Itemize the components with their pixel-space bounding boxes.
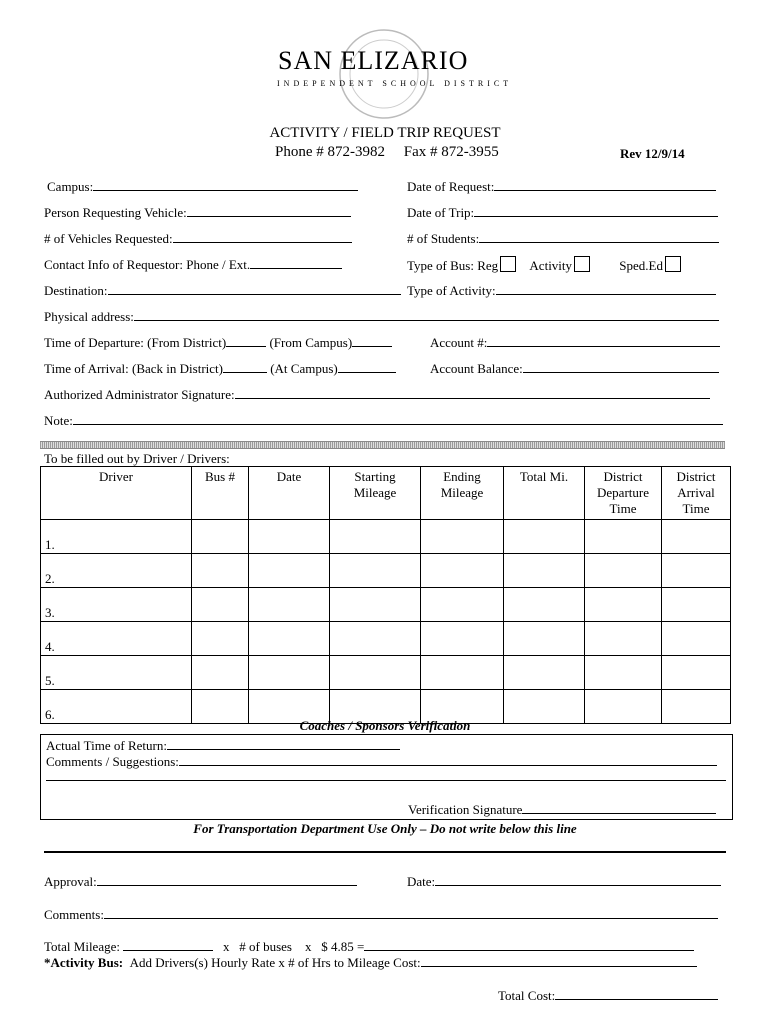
cell[interactable] (421, 622, 504, 656)
at-campus-label: (At Campus) (270, 361, 338, 376)
cell[interactable] (585, 520, 662, 554)
transport-date-label: Date: (407, 874, 436, 889)
activity-label: Activity (529, 258, 573, 273)
col-bus (192, 467, 249, 520)
num-students-field[interactable] (407, 230, 719, 247)
date-trip-label: Date of Trip: (407, 205, 475, 220)
cell[interactable] (585, 656, 662, 690)
balance-label: Account Balance: (430, 361, 523, 376)
physical-address-label: Physical address: (44, 309, 134, 324)
transport-divider (44, 851, 726, 853)
num-vehicles-label: # of Vehicles Requested: (44, 231, 173, 246)
logo-sub-text: INDEPENDENT SCHOOL DISTRICT (277, 79, 513, 88)
sped-label: Sped.Ed (619, 258, 663, 273)
col-departure-label: District Departure Time (597, 469, 649, 516)
campus-field[interactable] (47, 178, 358, 195)
suggestions-field[interactable] (46, 753, 717, 770)
num-vehicles-field[interactable] (44, 230, 352, 247)
col-total-label: Total Mi. (519, 469, 569, 484)
cell[interactable] (421, 656, 504, 690)
cell[interactable] (421, 554, 504, 588)
type-activity-label: Type of Activity: (407, 283, 496, 298)
admin-signature-field[interactable] (44, 386, 710, 403)
physical-address-field[interactable] (44, 308, 719, 325)
drivers-intro: To be filled out by Driver / Drivers: (44, 451, 230, 466)
col-arrival-label: District Arrival Time (676, 469, 716, 516)
note-label: Note: (44, 413, 73, 428)
activity-checkbox[interactable] (574, 256, 590, 272)
row-number[interactable]: 3. (41, 588, 192, 622)
col-ending-mileage (421, 467, 504, 520)
cell[interactable] (585, 588, 662, 622)
table-row (41, 588, 731, 622)
section-divider (40, 441, 725, 449)
col-ending-label: Ending Mileage (440, 469, 484, 500)
row-number[interactable]: 5. (41, 656, 192, 690)
verification-signature-field[interactable] (408, 801, 716, 818)
cell[interactable] (504, 554, 585, 588)
drivers-table (40, 466, 731, 724)
num-students-label: # of Students: (407, 231, 480, 246)
suggestions-line-2[interactable] (46, 779, 726, 781)
table-row (41, 622, 731, 656)
cell[interactable] (504, 622, 585, 656)
col-driver (41, 467, 192, 520)
cell[interactable] (585, 622, 662, 656)
col-starting-label: Starting Mileage (353, 469, 397, 500)
cell[interactable] (662, 554, 731, 588)
cell[interactable] (192, 554, 249, 588)
row-number[interactable]: 1. (41, 520, 192, 554)
arrival-field[interactable] (44, 360, 396, 377)
cell[interactable] (662, 656, 731, 690)
drivers-header-row (41, 467, 731, 520)
transport-comments-field[interactable] (44, 906, 718, 923)
return-time-label: Actual Time of Return: (46, 738, 167, 753)
cell[interactable] (504, 588, 585, 622)
total-cost-label: Total Cost: (498, 988, 556, 1003)
destination-label: Destination: (44, 283, 108, 298)
cell[interactable] (504, 656, 585, 690)
cell[interactable] (192, 520, 249, 554)
activity-bus-field[interactable] (44, 954, 697, 971)
from-campus-label: (From Campus) (269, 335, 353, 350)
cell[interactable] (249, 588, 330, 622)
cell[interactable] (330, 520, 421, 554)
col-departure-time (585, 467, 662, 520)
approval-field[interactable] (44, 873, 357, 890)
destination-field[interactable] (44, 282, 401, 299)
coaches-title: Coaches / Sponsors Verification (299, 718, 471, 733)
col-total-mi (504, 467, 585, 520)
cell[interactable] (330, 656, 421, 690)
table-row (41, 520, 731, 554)
row-number[interactable]: 2. (41, 554, 192, 588)
col-driver-label: Driver (99, 469, 133, 484)
cell[interactable] (662, 520, 731, 554)
buses-rate-label: x # of buses x $ 4.85 = (222, 939, 365, 954)
col-date (249, 467, 330, 520)
revision-date: Rev 12/9/14 (620, 146, 685, 161)
transport-date-field[interactable] (407, 873, 721, 890)
account-label: Account #: (430, 335, 488, 350)
admin-signature-label: Authorized Administrator Signature: (44, 387, 235, 402)
note-field[interactable] (44, 412, 723, 429)
activity-bus-text: Add Drivers(s) Hourly Rate x # of Hrs to Mileage Cost: (129, 955, 421, 970)
row-number[interactable]: 4. (41, 622, 192, 656)
date-request-field[interactable] (407, 178, 716, 195)
reg-checkbox[interactable] (500, 256, 516, 272)
total-mileage-field[interactable] (44, 938, 694, 955)
cell[interactable] (249, 656, 330, 690)
col-arrival-time (662, 467, 731, 520)
cell[interactable] (192, 588, 249, 622)
col-bus-label: Bus # (205, 469, 235, 484)
phone-fax: Phone # 872-3982 Fax # 872-3955 (275, 144, 499, 160)
col-starting-mileage (330, 467, 421, 520)
suggestions-label: Comments / Suggestions: (46, 754, 179, 769)
logo-main-text: SAN ELIZARIO (278, 46, 469, 75)
transport-title: For Transportation Department Use Only – Do not write below this line (193, 821, 577, 836)
balance-field[interactable] (430, 360, 719, 377)
total-mileage-label: Total Mileage: (44, 939, 120, 954)
date-trip-field[interactable] (407, 204, 718, 221)
sped-checkbox[interactable] (665, 256, 681, 272)
account-field[interactable] (430, 334, 720, 351)
arrival-label: Time of Arrival: (Back in District) (44, 361, 223, 376)
cell[interactable] (249, 554, 330, 588)
cell[interactable] (330, 588, 421, 622)
type-bus-field (407, 256, 681, 274)
transport-comments-label: Comments: (44, 907, 104, 922)
campus-label: Campus: (47, 179, 94, 194)
date-request-label: Date of Request: (407, 179, 495, 194)
contact-field[interactable] (44, 256, 342, 273)
return-time-field[interactable] (46, 737, 400, 754)
form-title: ACTIVITY / FIELD TRIP REQUEST (269, 125, 501, 141)
table-row (41, 656, 731, 690)
cell[interactable] (249, 520, 330, 554)
cell[interactable] (192, 622, 249, 656)
person-field[interactable] (44, 204, 351, 221)
departure-field[interactable] (44, 334, 392, 351)
type-activity-field[interactable] (407, 282, 716, 299)
row-number[interactable]: 6. (41, 690, 192, 724)
type-bus-label: Type of Bus: Reg (407, 258, 499, 273)
activity-bus-label: *Activity Bus: (44, 955, 124, 970)
cell[interactable] (330, 554, 421, 588)
person-label: Person Requesting Vehicle: (44, 205, 187, 220)
cell[interactable] (421, 520, 504, 554)
cell[interactable] (585, 554, 662, 588)
cell[interactable] (192, 656, 249, 690)
cell[interactable] (504, 520, 585, 554)
total-cost-field[interactable] (498, 987, 718, 1004)
cell[interactable] (421, 588, 504, 622)
cell[interactable] (662, 588, 731, 622)
cell[interactable] (249, 622, 330, 656)
table-row (41, 554, 731, 588)
verification-label: Verification Signature (408, 802, 523, 817)
approval-label: Approval: (44, 874, 97, 889)
cell[interactable] (662, 622, 731, 656)
departure-label: Time of Departure: (From District) (44, 335, 227, 350)
col-date-label: Date (276, 469, 302, 484)
contact-label: Contact Info of Requestor: Phone / Ext. (44, 257, 251, 272)
cell[interactable] (330, 622, 421, 656)
